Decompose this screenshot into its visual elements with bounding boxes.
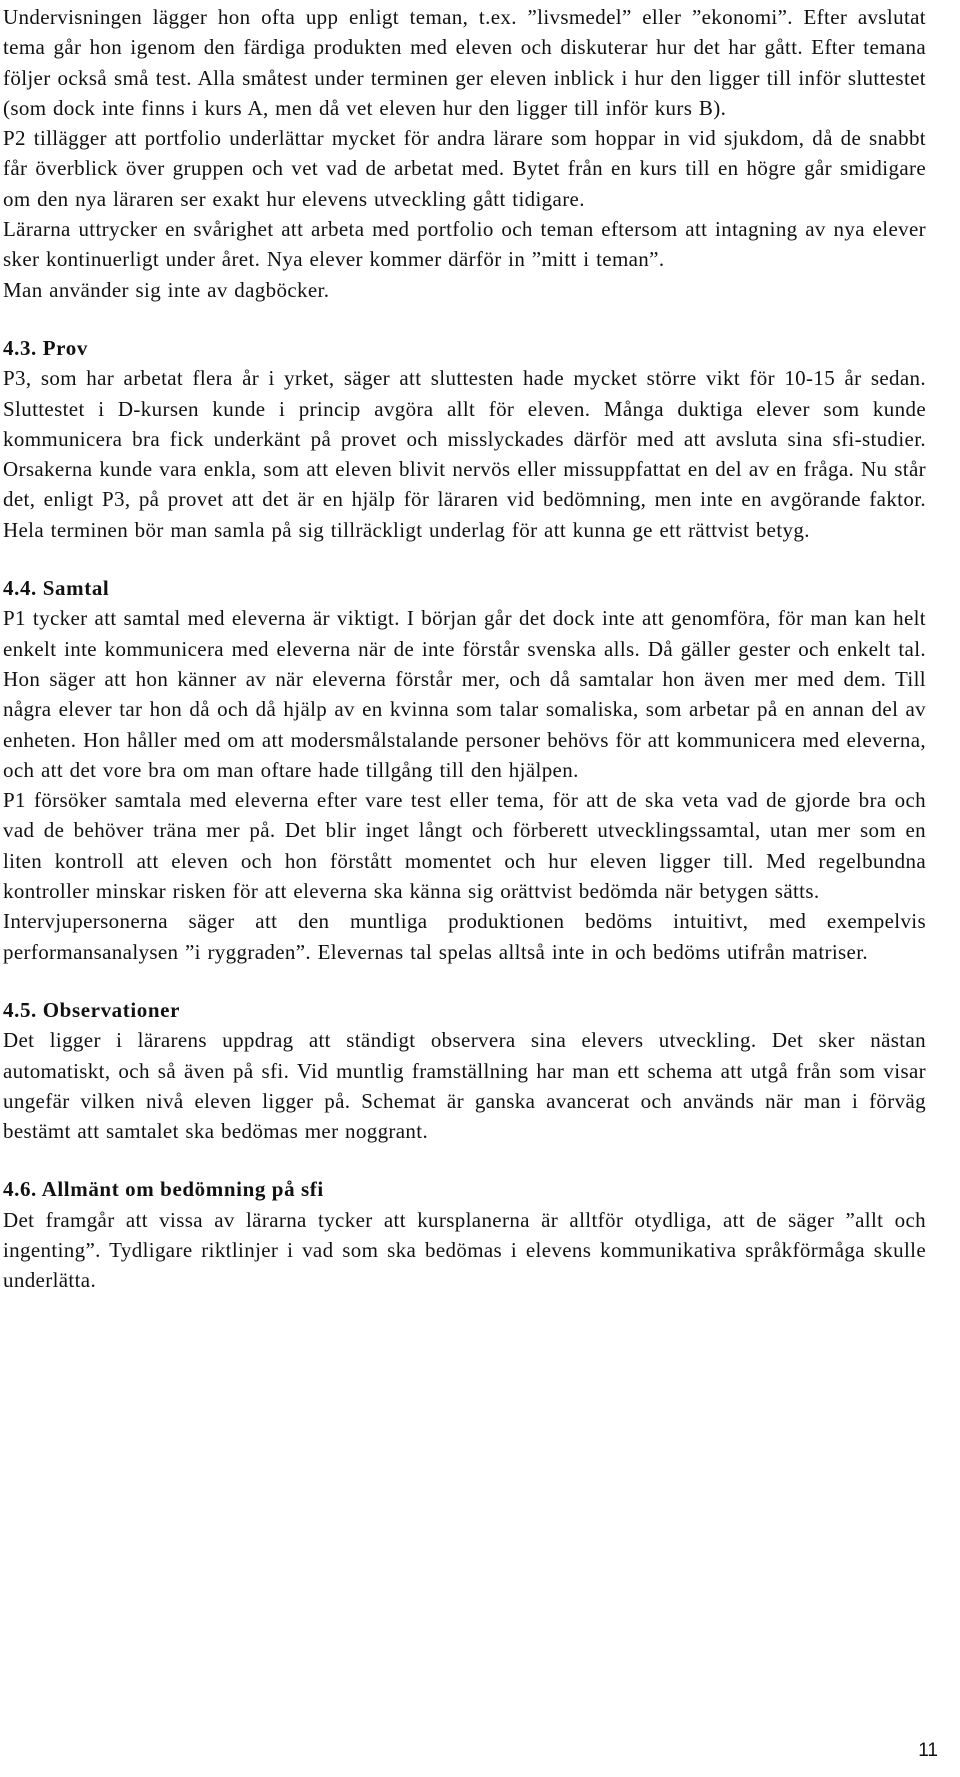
section-heading-observationer: 4.5. Observationer: [3, 997, 181, 1022]
page-body: [3, 2, 926, 1296]
section-observationer: [3, 995, 926, 1146]
section-heading-samtal: 4.4. Samtal: [3, 576, 110, 601]
section-heading-allmant-om-bedomning: 4.6. Allmänt om bedömning på sfi: [3, 1177, 324, 1202]
section-prov: [3, 333, 926, 545]
section-allmant-om-bedomning: [3, 1174, 926, 1295]
intro-paragraph-3: Lärarna uttrycker en svårighet att arbeta med portfolio och teman eftersom att intagning av nya elever sker kontinuerligt under året. Nya elever kommer därför in ”mitt i teman”.: [3, 217, 926, 272]
section-observationer-paragraph-1: Det ligger i lärarens uppdrag att ständigt observera sina elevers utveckling. Det sker nästan automatiskt, och så även på sfi. Vid muntlig framställning har man ett schema att utgå från som visar ungefär vilken nivå eleven ligger på. Schemat är ganska avancerat och används när man i förväg bestämt att samtalet ska bedömas mer noggrant.: [3, 1028, 926, 1144]
section-samtal-paragraph-3: Intervjupersonerna säger att den muntliga produktionen bedöms intuitivt, med exempelvis performansanalysen ”i ryggraden”. Elevernas tal spelas alltså inte in och bedöms utifrån matriser.: [3, 909, 926, 964]
intro-paragraph-2: P2 tillägger att portfolio underlättar mycket för andra lärare som hoppar in vid sjukdom, då de snabbt får överblick över gruppen och vet vad de arbetat med. Bytet från en kurs till en högre går smidigare om den nya läraren ser exakt hur elevens utveckling gått tidigare.: [3, 126, 926, 211]
section-heading-prov: 4.3. Prov: [3, 335, 88, 360]
page-number: 11: [918, 1740, 938, 1761]
section-samtal-paragraph-2: P1 försöker samtala med eleverna efter vare test eller tema, för att de ska veta vad de gjorde bra och vad de behöver träna mer på. Det blir inget långt och förberett utvecklingssamtal, utan mer som en liten kontroll att eleven och hon förstått momentet och hur eleven ligger till. Med regelbundna kontroller minskar risken för att eleverna ska känna sig orättvist bedömda när betygen sätts.: [3, 788, 926, 904]
section-samtal-paragraph-1: P1 tycker att samtal med eleverna är viktigt. I början går det dock inte att genomföra, för man kan helt enkelt inte kommunicera med eleverna när de inte förstår svenska alls. Då gäller gester och enkelt tal. Hon säger att hon känner av när eleverna förstår mer, och då samtalar hon även mer med dem. Till några elever tar hon då och då hjälp av en kvinna som talar somaliska, som arbetar på en annan del av enheten. Hon håller med om att modersmålstalande personer behövs för att kommunicera med eleverna, och att det vore bra om man oftare hade tillgång till den hjälpen.: [3, 606, 926, 782]
section-prov-paragraph-1: P3, som har arbetat flera år i yrket, säger att sluttesten hade mycket större vikt för 10-15 år sedan. Sluttestet i D-kursen kunde i princip avgöra allt för eleven. Många duktiga elever som kunde kommunicera bra fick underkänt på provet och misslyckades därför med att avsluta sina sfi-studier. Orsakerna kunde vara enkla, som att eleven blivit nervös eller missuppfattat en del av en fråga. Nu står det, enligt P3, på provet att det är en hjälp för läraren vid bedömning, men inte en avgörande faktor. Hela terminen bör man samla på sig tillräckligt underlag för att kunna ge ett rättvist betyg.: [3, 366, 926, 542]
section-samtal: [3, 573, 926, 967]
intro-paragraph-1: Undervisningen lägger hon ofta upp enligt teman, t.ex. ”livsmedel” eller ”ekonomi”. Efter avslutat tema går hon igenom den färdiga produkten med eleven och diskuterar hur det har gått. Efter temana följer också små test. Alla småtest under terminen ger eleven inblick i hur den ligger till inför sluttestet (som dock inte finns i kurs A, men då vet eleven hur den ligger till inför kurs B).: [3, 5, 926, 120]
intro-paragraph-4: Man använder sig inte av dagböcker.: [3, 277, 330, 302]
section-allmant-paragraph-1: Det framgår att vissa av lärarna tycker att kursplanerna är alltför otydliga, att de säger ”allt och ingenting”. Tydligare riktlinjer i vad som ska bedömas i elevens kommunikativa språkförmåga skulle underlätta.: [3, 1207, 926, 1293]
